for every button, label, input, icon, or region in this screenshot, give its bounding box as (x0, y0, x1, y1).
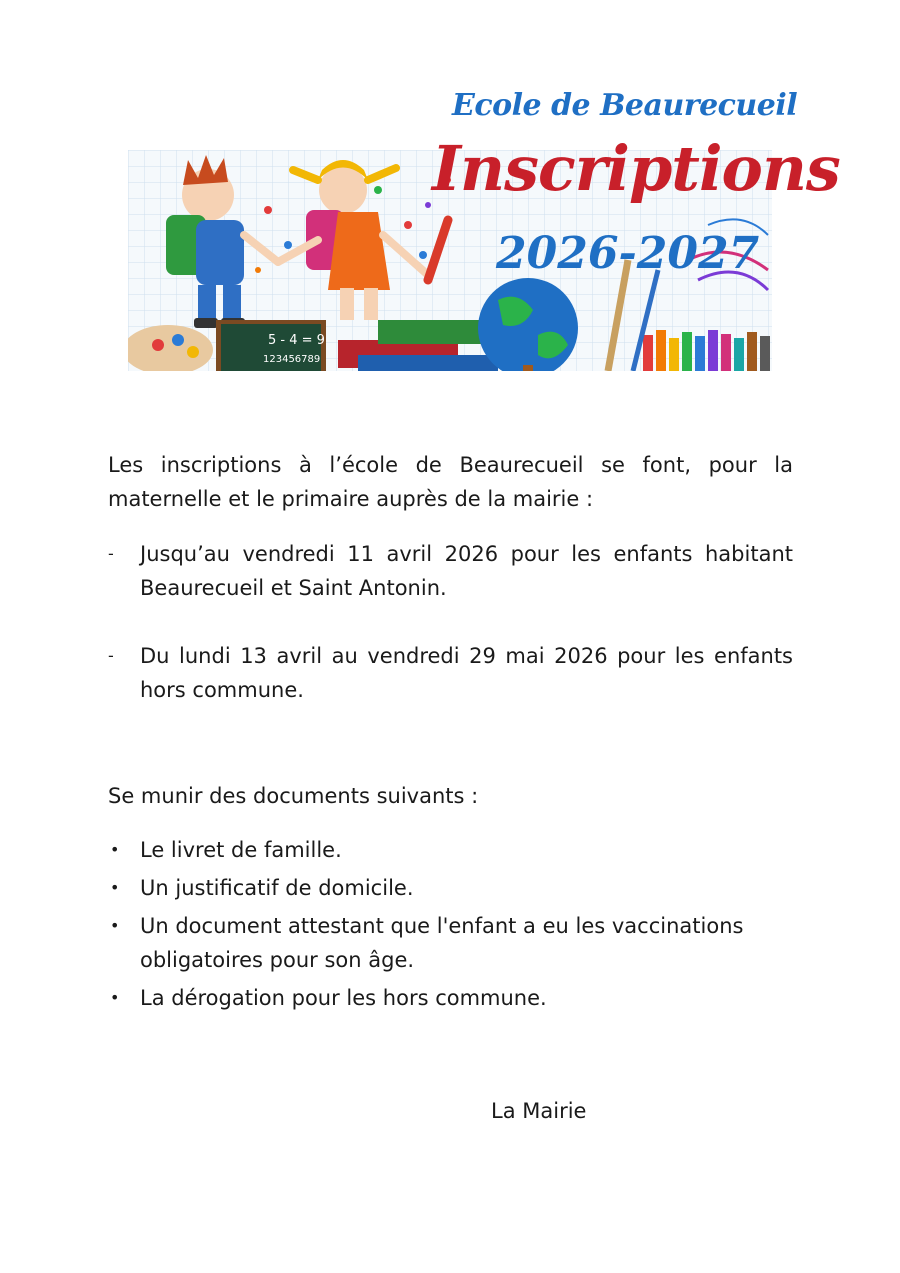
chalkboard-line1: 5 - 4 = 9 (268, 333, 325, 348)
document-text: Un justificatif de domicile. (140, 876, 414, 900)
dash-marker: - (108, 544, 114, 563)
list-item (108, 909, 808, 977)
list-item (108, 537, 793, 605)
bullet-marker: • (110, 878, 120, 897)
dash-marker: - (108, 646, 114, 665)
list-item (108, 871, 808, 905)
documents-list (108, 833, 808, 1019)
list-item (108, 833, 808, 867)
chalkboard-line2: 123456789 (263, 354, 321, 365)
document-text: Un document attestant que l'enfant a eu les vaccinations obligatoires pour son âge. (140, 914, 744, 972)
signature: La Mairie (491, 1099, 587, 1123)
documents-heading: Se munir des documents suivants : (108, 784, 479, 808)
banner-year: 2026-2027 (496, 228, 760, 279)
intro-paragraph: Les inscriptions à l’école de Beaurecueil se font, pour la maternelle et le primaire auprès de la mairie : (108, 453, 793, 511)
list-item (108, 639, 793, 707)
period-text: Jusqu’au vendredi 11 avril 2026 pour les enfants habitant Beaurecueil et Saint Antonin. (140, 542, 793, 600)
document-text: Le livret de famille. (140, 838, 342, 862)
list-item (108, 981, 808, 1015)
period-text: Du lundi 13 avril au vendredi 29 mai 2026 pour les enfants hors commune. (140, 644, 793, 702)
bullet-marker: • (110, 840, 120, 859)
document-text: La dérogation pour les hors commune. (140, 986, 547, 1010)
banner-title: Inscriptions (432, 132, 840, 205)
bullet-marker: • (110, 988, 120, 1007)
chalkboard (216, 320, 326, 371)
period-list-second (108, 639, 793, 707)
school-name: Ecole de Beaurecueil (452, 88, 798, 123)
period-list-first (108, 537, 793, 605)
bullet-marker: • (110, 916, 120, 935)
